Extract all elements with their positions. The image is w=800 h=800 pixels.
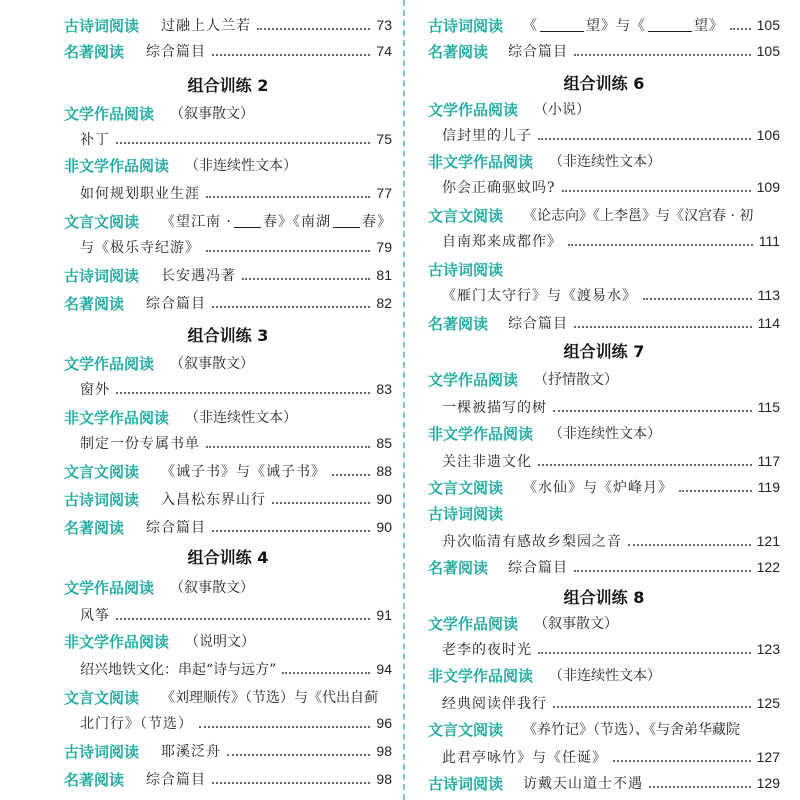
leader-dots [212,54,370,56]
leader-dots [562,190,751,192]
page-number: 73 [376,17,392,33]
entry-title: 自南郑来成都作》 [442,234,562,250]
page-number: 91 [376,607,392,623]
leader-dots [553,410,752,412]
page-number: 122 [756,559,780,575]
category-label: 非文学作品阅读 [428,666,534,685]
genre-label: （叙事散文） [170,106,255,122]
toc-category-row [64,574,392,600]
toc-category-row [64,628,392,654]
category-label: 古诗词阅读 [428,774,504,793]
page-number: 127 [756,749,780,765]
toc-entry[interactable] [442,636,780,662]
category-label: 名著阅读 [428,558,489,577]
entry-title: 入昌松东界山行 [161,492,267,508]
entry-title: 过融上人兰若 [161,18,252,34]
page-number: 83 [376,381,392,397]
genre-label: （叙事散文） [170,580,255,596]
entry-title-part: 《望江南 · [161,214,232,230]
toc-category-row [64,404,392,430]
entry-title: 《论志向》《上李邕》与《汉宫春 · 初 [523,208,754,224]
genre-label: （非连续性文本） [185,410,298,426]
page-number: 77 [376,185,392,201]
blank-underline [234,215,261,228]
leader-dots [206,196,370,198]
category-label: 文言文阅读 [428,478,504,497]
page-number: 96 [376,715,392,731]
category-label: 文言文阅读 [428,720,504,739]
category-label: 文学作品阅读 [64,578,155,597]
entry-title-part: 春》 [361,214,392,230]
toc-entry[interactable] [442,690,780,716]
entry-title-part: 望》 [694,18,725,34]
leader-dots [199,726,370,728]
entry-title: 与《极乐寺纪游》 [80,240,200,256]
toc-entry[interactable] [80,376,392,402]
leader-dots [272,502,370,504]
entry-title: 《雁门太守行》与《渡易水》 [442,288,637,304]
category-label: 非文学作品阅读 [64,632,170,651]
toc-category-row [64,350,392,376]
entry-title: 你会正确驱蚊吗? [442,180,556,196]
toc-entry[interactable] [428,716,780,742]
toc-entry[interactable] [442,282,780,308]
category-label: 非文学作品阅读 [428,424,534,443]
category-label: 文学作品阅读 [64,104,155,123]
entry-title: 绍兴地铁文化：串起“诗与远方” [80,662,277,678]
page-number: 81 [376,267,392,283]
toc-entry[interactable] [64,458,392,484]
entry-title: 综合篇目 [508,316,569,332]
category-label: 名著阅读 [64,518,125,537]
category-label: 名著阅读 [428,314,489,333]
category-label: 文言文阅读 [64,212,140,231]
page-number: 90 [376,519,392,535]
category-label: 文言文阅读 [64,688,140,707]
toc-entry[interactable] [64,514,392,540]
category-label: 古诗词阅读 [64,16,140,35]
blank-underline [540,19,584,32]
page-number: 85 [376,435,392,451]
entry-title: 北门行》（节选） [80,716,193,732]
entry-title: 综合篇目 [146,296,207,312]
toc-entry[interactable] [428,12,780,38]
toc-entry[interactable] [64,486,392,512]
entry-title: 综合篇目 [508,560,569,576]
group-heading: 组合训练 8 [563,587,645,607]
leader-dots [538,464,752,466]
toc-left-column [0,0,398,800]
group-heading: 组合训练 4 [187,547,269,567]
group-heading: 组合训练 6 [563,73,645,93]
page-number: 109 [756,179,780,195]
category-label: 非文学作品阅读 [428,152,534,171]
entry-title: 制定一份专属书单 [80,436,200,452]
genre-label: （说明文） [185,634,256,650]
page-number: 82 [376,295,392,311]
toc-entry[interactable] [64,766,392,792]
group-heading: 组合训练 2 [187,75,269,95]
entry-title: 老李的夜时光 [442,642,532,658]
page-number: 111 [758,233,780,249]
page-number: 94 [376,661,392,677]
page-number: 98 [376,743,392,759]
entry-title: 耶溪泛舟 [161,744,222,760]
leader-dots [206,250,370,252]
genre-label: （非连续性文本） [185,158,298,174]
leader-dots [613,760,751,762]
toc-entry[interactable] [428,202,780,228]
leader-dots [332,474,370,476]
genre-label: （抒情散文） [534,372,619,388]
leader-dots [206,446,370,448]
toc-entry[interactable] [442,174,780,200]
leader-dots [116,618,370,620]
leader-dots [538,652,751,654]
toc-category-row [64,100,392,126]
toc-entry[interactable] [428,474,780,500]
entry-title: 综合篇目 [146,772,207,788]
category-label: 名著阅读 [64,294,125,313]
toc-entry[interactable] [80,234,392,260]
page-number: 121 [756,533,780,549]
entry-title: 《水仙》与《炉峰月》 [523,480,674,496]
page-number: 129 [756,775,780,791]
toc-entry[interactable] [442,744,780,770]
category-label: 文学作品阅读 [428,614,519,633]
toc-entry[interactable] [428,770,780,796]
page-number: 119 [757,479,780,495]
page-number: 115 [757,399,780,415]
genre-label: （非连续性文本） [549,426,662,442]
toc-category-row [428,420,780,446]
entry-title: 信封里的儿子 [442,128,532,144]
page-number: 106 [756,127,780,143]
leader-dots [568,244,753,246]
leader-dots [116,142,370,144]
category-label: 古诗词阅读 [64,742,140,761]
category-label: 文学作品阅读 [428,370,519,389]
toc-entry[interactable] [64,262,392,288]
category-label: 古诗词阅读 [428,260,504,279]
category-label: 非文学作品阅读 [64,408,170,427]
leader-dots [257,28,370,30]
toc-category-row [428,148,780,174]
entry-title: 长安遇冯著 [161,268,237,284]
entry-title: 综合篇目 [146,44,207,60]
entry-title: 风筝 [80,608,110,624]
entry-title-part: 《 [523,18,539,34]
page-number: 105 [756,43,780,59]
group-heading: 组合训练 3 [187,325,269,345]
category-label: 文言文阅读 [64,462,140,481]
column-divider [403,0,405,800]
genre-label: （非连续性文本） [549,668,662,684]
category-label: 古诗词阅读 [64,490,140,509]
page-number: 113 [757,287,780,303]
page-number: 74 [376,43,392,59]
page-number: 123 [756,641,780,657]
category-label: 文言文阅读 [428,206,504,225]
leader-dots [553,706,751,708]
leader-dots [116,392,370,394]
leader-dots [643,298,752,300]
toc-entry[interactable] [80,710,392,736]
toc-entry[interactable] [80,602,392,628]
entry-title: 《养竹记》（节选）、《与舍弟华藏院 [523,722,741,738]
entry-title: 综合篇目 [508,44,569,60]
toc-entry[interactable] [442,528,780,554]
page-number: 75 [376,131,392,147]
toc-category-row [64,152,392,178]
genre-label: （叙事散文） [534,616,619,632]
toc-category-row [428,500,780,526]
toc-entry[interactable] [80,430,392,456]
toc-entry[interactable] [428,38,780,64]
group-heading: 组合训练 7 [563,341,645,361]
entry-title: 经典阅读伴我行 [442,696,547,712]
leader-dots [242,278,370,280]
leader-dots [282,672,370,674]
toc-entry[interactable] [442,394,780,420]
category-label: 古诗词阅读 [428,504,504,523]
leader-dots [649,786,751,788]
toc-category-row [428,96,780,122]
toc-entry[interactable] [442,228,780,254]
leader-dots [212,306,370,308]
entry-title: 窗外 [80,382,110,398]
leader-dots [227,754,370,756]
page-number: 117 [757,453,780,469]
toc-category-row [428,662,780,688]
entry-title: 《诫子书》与《诫子书》 [161,464,327,480]
toc-entry[interactable] [428,554,780,580]
leader-dots [574,326,752,328]
toc-entry[interactable] [64,12,392,38]
leader-dots [628,544,751,546]
category-label: 文学作品阅读 [428,100,519,119]
category-label: 古诗词阅读 [64,266,140,285]
page-number: 105 [756,17,780,33]
toc-entry[interactable] [80,126,392,152]
entry-title: 《刘理顺传》（节选）与《代出自蓟 [161,690,379,706]
genre-label: （叙事散文） [170,356,255,372]
toc-category-row [428,610,780,636]
leader-dots [212,530,370,532]
toc-entry[interactable] [80,656,392,682]
leader-dots [574,54,751,56]
entry-title: 此君亭咏竹》与《任诞》 [442,750,607,766]
toc-entry[interactable] [64,684,392,710]
toc-entry[interactable] [442,448,780,474]
page-number: 88 [376,463,392,479]
category-label: 古诗词阅读 [428,16,504,35]
toc-entry[interactable] [64,38,392,64]
toc-category-row [428,256,780,282]
entry-title: 舟次临清有感故乡梨园之音 [442,534,622,550]
page-number: 90 [376,491,392,507]
entry-title-part: 春》《南湖 [262,214,331,230]
page-number: 114 [757,315,780,331]
genre-label: （小说） [534,102,591,118]
toc-right-column [408,0,800,800]
category-label: 名著阅读 [64,42,125,61]
entry-title: 一棵被描写的树 [442,400,547,416]
entry-title: 如何规划职业生涯 [80,186,200,202]
category-label: 名著阅读 [64,770,125,789]
toc-category-row [428,366,780,392]
leader-dots [574,570,751,572]
category-label: 文学作品阅读 [64,354,155,373]
page-number: 98 [376,771,392,787]
category-label: 非文学作品阅读 [64,156,170,175]
genre-label: （非连续性文本） [549,154,662,170]
toc-entry[interactable] [442,122,780,148]
page-number: 79 [376,239,392,255]
toc-entry[interactable] [428,310,780,336]
blank-underline [333,215,360,228]
entry-title: 补丁 [80,132,110,148]
entry-title: 综合篇目 [146,520,207,536]
entry-title: 访戴天山道士不遇 [523,776,644,792]
page-number: 125 [756,695,780,711]
toc-entry[interactable] [80,180,392,206]
leader-dots [679,490,752,492]
toc-entry[interactable] [64,290,392,316]
blank-underline [648,19,692,32]
leader-dots [730,28,751,30]
entry-title-part: 望》与《 [586,18,647,34]
category-label: 名著阅读 [428,42,489,61]
toc-entry[interactable] [64,738,392,764]
leader-dots [212,782,370,784]
toc-entry[interactable] [64,208,392,234]
leader-dots [538,138,751,140]
entry-title: 关注非遗文化 [442,454,532,470]
